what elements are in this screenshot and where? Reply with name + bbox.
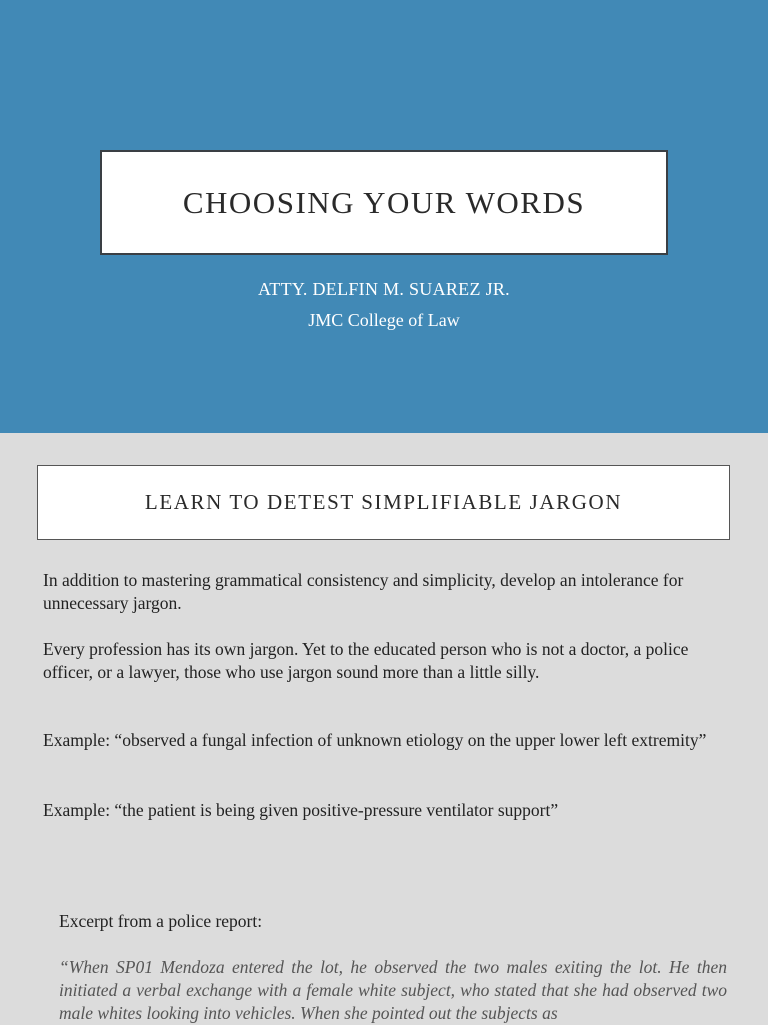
author-name: ATTY. DELFIN M. SUAREZ JR. <box>258 279 510 299</box>
content-slide <box>0 433 768 1024</box>
excerpt-quote: “When SP01 Mendoza entered the lot, he observed the two males exiting the lot. He then initiated a verbal exchange with a female white subject, who stated that she had observed two male whites looking into vehicles. When she pointed out the subjects as <box>59 957 727 1023</box>
title-box <box>100 150 668 255</box>
slide-title: CHOOSING YOUR WORDS <box>182 184 586 220</box>
paragraph-example-2: Example: “the patient is being given positive-pressure ventilator support” <box>43 800 559 820</box>
slide-heading: LEARN TO DETEST SIMPLIFIABLE JARGON <box>144 490 623 514</box>
paragraph-example-1: Example: “observed a fungal infection of unknown etiology on the upper lower left extremity” <box>43 730 707 750</box>
title-slide <box>0 0 768 433</box>
excerpt-label: Excerpt from a police report: <box>59 911 263 931</box>
heading-box <box>37 465 730 540</box>
school-name: JMC College of Law <box>308 310 460 330</box>
paragraph-profession: Every profession has its own jargon. Yet to the educated person who is not a doctor, a police officer, or a lawyer, those who use jargon sound more than a little silly. <box>43 639 689 682</box>
paragraph-intro: In addition to mastering grammatical consistency and simplicity, develop an intolerance for unnecessary jargon. <box>43 570 684 613</box>
